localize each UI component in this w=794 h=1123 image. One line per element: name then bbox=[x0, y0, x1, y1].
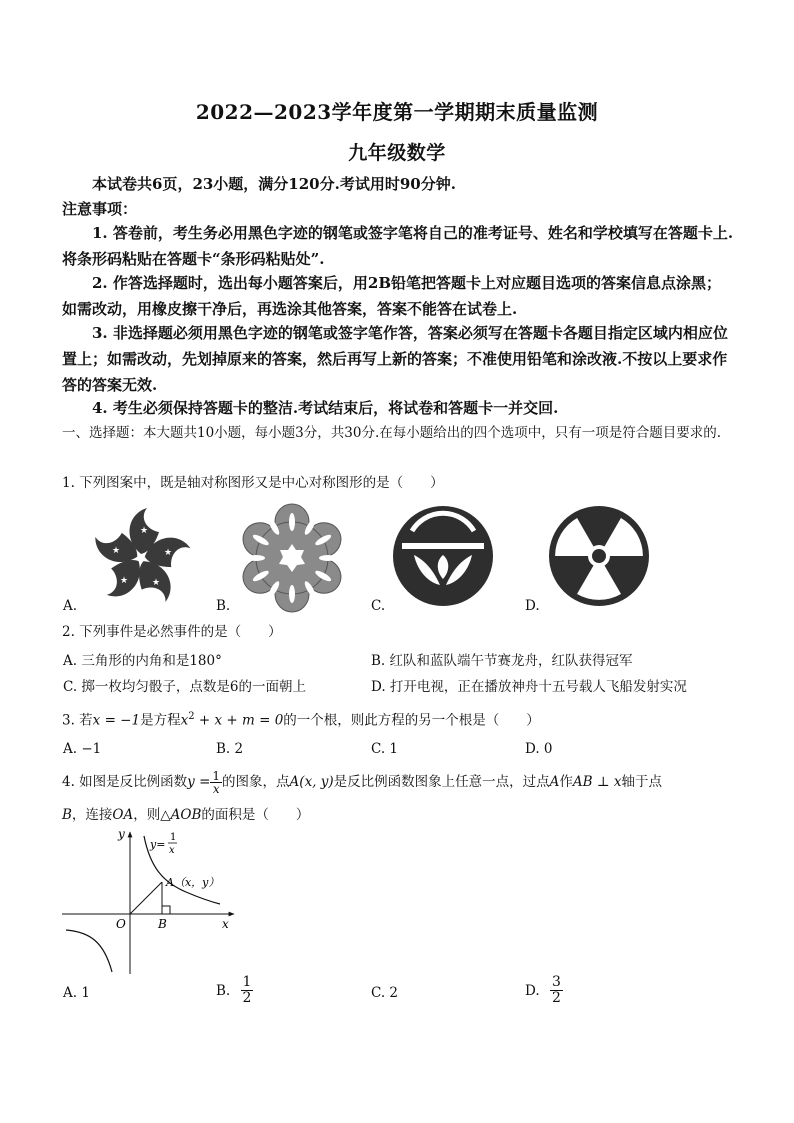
q4-text-h: 的面积是（ ） bbox=[201, 807, 310, 823]
q4-triangle: △AOB bbox=[160, 807, 202, 823]
q1-option-c[interactable]: C. bbox=[371, 598, 386, 614]
q4-text-c: 是反比例函数图象上任意一点，过点 bbox=[333, 774, 550, 790]
q3-equation-exp: 2 bbox=[188, 711, 195, 722]
bauhinia-flower-icon bbox=[86, 503, 196, 613]
x-axis-label: x bbox=[222, 917, 229, 931]
hyperbola-branch-2 bbox=[66, 930, 112, 972]
q4-option-d-fraction bbox=[550, 975, 563, 1007]
q4-func-lhs: y = bbox=[187, 774, 211, 790]
y-axis-label: y bbox=[118, 827, 125, 841]
q4-option-b-den: 2 bbox=[242, 990, 252, 1007]
q3-suffix: 的一个根，则此方程的另一个根是（ ） bbox=[283, 712, 540, 729]
q3-equation-base: x bbox=[180, 712, 189, 729]
q1-stem: 1. 下列图案中，既是轴对称图形又是中心对称图形的是（ ） bbox=[62, 475, 444, 491]
q4-frac-den: x bbox=[210, 782, 222, 795]
q4-option-c[interactable]: C. 2 bbox=[371, 985, 399, 1001]
svg-text:★: ★ bbox=[139, 526, 149, 536]
q4-option-b-fraction bbox=[241, 975, 254, 1007]
q4-perp: AB ⊥ x bbox=[572, 774, 622, 790]
q4-point-a: A bbox=[549, 774, 560, 790]
notice-item-1: 1. 答卷前，考生务必用黑色字迹的钢笔或签字笔将自己的准考证号、姓名和学校填写在答题卡上.将条形码粘贴在答题卡“条形码粘贴处”. bbox=[62, 224, 734, 268]
q4-frac-num: 1 bbox=[212, 769, 221, 783]
q2-option-a[interactable]: A. 三角形的内角和是180° bbox=[63, 653, 222, 669]
point-a-label: A（x，y） bbox=[166, 876, 220, 889]
q4-text-f: ，连接 bbox=[71, 807, 113, 823]
q3-option-b[interactable]: B. 2 bbox=[216, 741, 244, 757]
q4-segment: OA bbox=[112, 807, 134, 823]
q3-middle: 是方程 bbox=[140, 712, 181, 729]
q3-stem bbox=[62, 706, 540, 732]
q4-func-fraction bbox=[210, 770, 222, 795]
notice-label: 注意事项： bbox=[62, 200, 138, 218]
q4-option-b-label: B. bbox=[216, 982, 231, 999]
notice-item-3: 3. 非选择题必须用黑色字迹的钢笔或签字笔作答，答案必须写在答题卡各题目指定区域内相应位置上；如需改动，先划掉原来的答案，然后再写上新的答案；不准使用铅笔和涂改液.不按以上要求作答的答案无效. bbox=[62, 324, 728, 394]
func-label-lhs: y= bbox=[150, 838, 166, 851]
q4-point: A(x, y) bbox=[289, 774, 334, 790]
svg-text:★: ★ bbox=[151, 578, 161, 588]
q3-option-a[interactable]: A. −1 bbox=[63, 741, 102, 757]
svg-text:★: ★ bbox=[163, 548, 173, 558]
q4-text-b: 的图象，点 bbox=[222, 774, 290, 790]
segment-oa bbox=[130, 882, 162, 914]
q3-option-d[interactable]: D. 0 bbox=[525, 741, 553, 757]
q4-stem-line2 bbox=[62, 804, 309, 826]
func-label-den: x bbox=[169, 845, 175, 856]
svg-text:★: ★ bbox=[111, 546, 121, 556]
origin-label: O bbox=[116, 917, 126, 931]
notice-item-2: 2. 作答选择题时，选出每小题答案后，用2B铅笔把答题卡上对应题目选项的答案信息点涂黑；如需改动，用橡皮擦干净后，再选涂其他答案，答案不能答在试卷上. bbox=[62, 274, 722, 318]
q1-option-a[interactable]: A. bbox=[63, 598, 78, 614]
right-angle-mark bbox=[162, 906, 170, 914]
exam-title: 2022—2023学年度第一学期期末质量监测 bbox=[195, 100, 599, 124]
q3-prefix: 3. 若 bbox=[62, 712, 93, 729]
circle-leaf-logo-icon bbox=[392, 505, 494, 607]
q2-option-b[interactable]: B. 红队和蓝队端午节赛龙舟，红队获得冠军 bbox=[371, 653, 633, 669]
svg-text:★: ★ bbox=[119, 576, 129, 586]
q1-option-b[interactable]: B. bbox=[216, 598, 231, 614]
exam-subtitle: 九年级数学 bbox=[348, 142, 446, 164]
q3-root: x = −1 bbox=[92, 712, 141, 729]
func-label-num: 1 bbox=[170, 832, 177, 843]
q2-option-d[interactable]: D. 打开电视，正在播放神舟十五号载人飞船发射实况 bbox=[371, 679, 687, 695]
q3-option-c[interactable]: C. 1 bbox=[371, 741, 399, 757]
exam-summary: 本试卷共6页，23小题，满分120分.考试用时90分钟. bbox=[92, 175, 456, 193]
q4-stem-line1 bbox=[62, 770, 662, 795]
q4-text-d: 作 bbox=[559, 774, 573, 790]
q4-option-b-num: 1 bbox=[242, 974, 252, 990]
section-heading: 一、选择题：本大题共10小题，每小题3分，共30分.在每小题给出的四个选项中，只有一项是符合题目要求的. bbox=[62, 425, 722, 441]
q4-option-d-num: 3 bbox=[551, 974, 561, 990]
q3-equation-rest: + x + m = 0 bbox=[194, 712, 284, 729]
q4-option-d-label: D. bbox=[525, 982, 540, 999]
q4-text-a: 4. 如图是反比例函数 bbox=[62, 774, 188, 790]
q4-foot-b: B bbox=[62, 807, 72, 823]
foot-label: B bbox=[158, 917, 167, 931]
q4-text-g: ，则 bbox=[133, 807, 161, 823]
radiation-symbol-icon bbox=[548, 505, 650, 607]
notice-item-4: 4. 考生必须保持答题卡的整洁.考试结束后，将试卷和答题卡一并交回. bbox=[92, 399, 559, 417]
ornamental-flower-icon bbox=[236, 502, 348, 614]
q4-hyperbola-figure bbox=[62, 826, 252, 976]
q4-option-d-den: 2 bbox=[551, 990, 561, 1007]
q4-text-e: 轴于点 bbox=[621, 774, 662, 790]
q2-stem: 2. 下列事件是必然事件的是（ ） bbox=[62, 624, 282, 640]
q4-option-b[interactable] bbox=[216, 975, 253, 1007]
q1-option-d[interactable]: D. bbox=[525, 598, 540, 614]
q4-option-d[interactable] bbox=[525, 975, 563, 1007]
q4-option-a[interactable]: A. 1 bbox=[63, 985, 90, 1001]
q2-option-c[interactable]: C. 掷一枚均匀骰子，点数是6的一面朝上 bbox=[63, 679, 307, 695]
